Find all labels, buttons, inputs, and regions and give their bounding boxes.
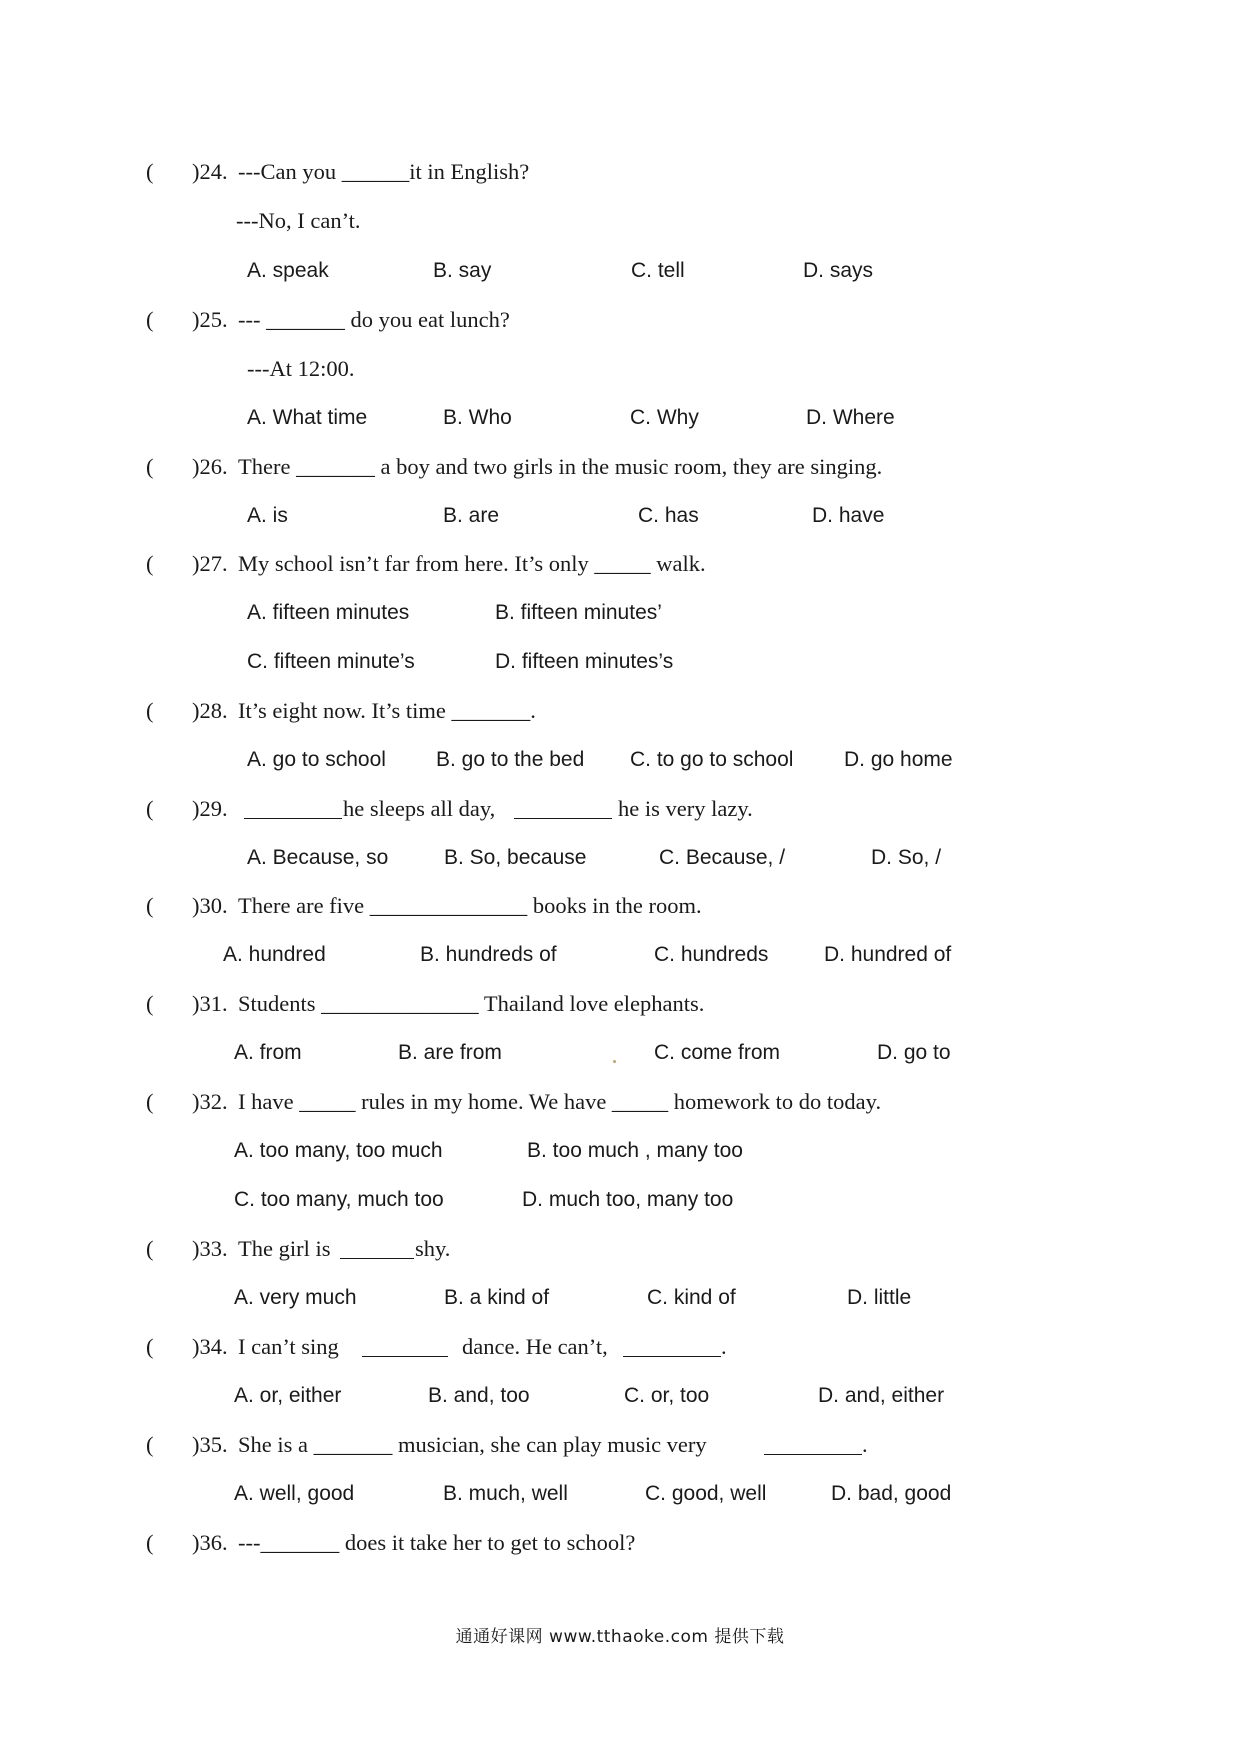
question-reply: ---At 12:00. (247, 356, 355, 381)
option-b: B. much, well (443, 1482, 568, 1505)
option-d: D. fifteen minutes’s (495, 650, 674, 673)
option-c: C. fifteen minute’s (247, 650, 415, 673)
option-a: A. very much (234, 1286, 357, 1309)
option-d: D. little (847, 1286, 912, 1309)
option-a: A. fifteen minutes (247, 601, 410, 624)
answer-paren: ( (146, 796, 154, 821)
question-stem-part: he is very lazy. (618, 796, 753, 821)
question-number: )25. (192, 307, 228, 332)
option-b: B. too much , many too (527, 1139, 743, 1162)
question-stem: I have _____ rules in my home. We have _____ homework to do today. (238, 1089, 882, 1114)
question-stem-part: . (721, 1334, 727, 1359)
option-d: D. much too, many too (522, 1188, 734, 1211)
footer-watermark: 通通好课网 www.tthaoke.com 提供下载 (455, 1627, 785, 1647)
option-a: A. too many, too much (234, 1139, 443, 1162)
answer-paren: ( (146, 551, 154, 576)
question-stem-part: . (862, 1432, 868, 1457)
answer-paren: ( (146, 307, 154, 332)
option-b: B. So, because (444, 846, 587, 869)
answer-paren: ( (146, 698, 154, 723)
option-a: A. go to school (247, 748, 386, 771)
answer-blank (340, 1240, 414, 1259)
question-stem: There _______ a boy and two girls in the music room, they are singing. (238, 454, 883, 479)
question-stem: It’s eight now. It’s time _______. (238, 698, 536, 723)
option-a: A. from (234, 1041, 302, 1064)
option-b: B. Who (443, 406, 512, 429)
answer-paren: ( (146, 1089, 154, 1114)
answer-paren: ( (146, 1432, 154, 1457)
option-c: C. good, well (645, 1482, 767, 1505)
question-number: )32. (192, 1089, 228, 1114)
option-d: D. says (803, 259, 874, 282)
question-number: )27. (192, 551, 228, 576)
question-number: )28. (192, 698, 228, 723)
question-stem-part: The girl is (238, 1236, 331, 1261)
question-number: )34. (192, 1334, 228, 1359)
answer-paren: ( (146, 893, 154, 918)
option-b: B. hundreds of (420, 943, 557, 966)
option-b: B. fifteen minutes’ (495, 601, 662, 624)
option-a: A. or, either (234, 1384, 342, 1407)
option-b: B. are (443, 504, 500, 527)
answer-paren: ( (146, 1530, 154, 1555)
question-number: )26. (192, 454, 228, 479)
option-c: C. kind of (647, 1286, 736, 1309)
option-c: C. too many, much too (234, 1188, 444, 1211)
option-c: C. Because, / (659, 846, 786, 869)
option-a: A. well, good (234, 1482, 355, 1505)
option-b: B. a kind of (444, 1286, 550, 1309)
option-c: C. has (638, 504, 699, 527)
question-number: )35. (192, 1432, 228, 1457)
question-number: )31. (192, 991, 228, 1016)
option-d: D. and, either (818, 1384, 945, 1407)
question-reply: ---No, I can’t. (236, 208, 361, 233)
question-stem-part: She is a _______ musician, she can play music very (238, 1432, 707, 1457)
option-b: B. are from (398, 1041, 502, 1064)
option-a: A. speak (247, 259, 329, 282)
option-d: D. bad, good (831, 1482, 952, 1505)
option-b: B. go to the bed (436, 748, 585, 771)
question-stem-part: dance. He can’t, (462, 1334, 608, 1359)
question-stem: ---_______ does it take her to get to school? (238, 1530, 636, 1555)
question-stem: ---Can you ______it in English? (238, 159, 530, 184)
option-c: C. come from (654, 1041, 781, 1064)
option-c: C. tell (631, 259, 685, 282)
question-number: )29. (192, 796, 228, 821)
option-d: D. hundred of (824, 943, 952, 966)
answer-paren: ( (146, 454, 154, 479)
option-a: A. Because, so (247, 846, 389, 869)
answer-paren: ( (146, 1236, 154, 1261)
option-d: D. have (812, 504, 885, 527)
question-stem: There are five ______________ books in the room. (238, 893, 702, 918)
question-number: )30. (192, 893, 228, 918)
option-c: C. or, too (624, 1384, 710, 1407)
option-d: D. Where (806, 406, 895, 429)
option-d: D. So, / (871, 846, 942, 869)
answer-paren: ( (146, 159, 154, 184)
answer-paren: ( (146, 991, 154, 1016)
option-c: C. Why (630, 406, 699, 429)
option-c: C. hundreds (654, 943, 769, 966)
question-stem: My school isn’t far from here. It’s only _____ walk. (238, 551, 706, 576)
answer-blank (623, 1338, 721, 1357)
question-stem: Students ______________ Thailand love elephants. (238, 991, 705, 1016)
answer-paren: ( (146, 1334, 154, 1359)
question-number: )36. (192, 1530, 228, 1555)
question-number: )33. (192, 1236, 228, 1261)
question-stem-part: shy. (415, 1236, 451, 1261)
question-stem-part: he sleeps all day, (343, 796, 496, 821)
answer-blank (244, 800, 342, 819)
option-a: A. is (247, 504, 288, 527)
option-d: D. go home (844, 748, 953, 771)
option-b: B. and, too (428, 1384, 530, 1407)
speck-dot (613, 1060, 616, 1063)
answer-blank (362, 1338, 448, 1357)
answer-blank (764, 1436, 862, 1455)
question-stem: --- _______ do you eat lunch? (238, 307, 510, 332)
question-stem-part: I can’t sing (238, 1334, 339, 1359)
option-b: B. say (433, 259, 492, 282)
option-c: C. to go to school (630, 748, 794, 771)
option-a: A. What time (247, 406, 368, 429)
question-number: )24. (192, 159, 228, 184)
option-a: A. hundred (223, 943, 326, 966)
option-d: D. go to (877, 1041, 951, 1064)
answer-blank (514, 800, 612, 819)
